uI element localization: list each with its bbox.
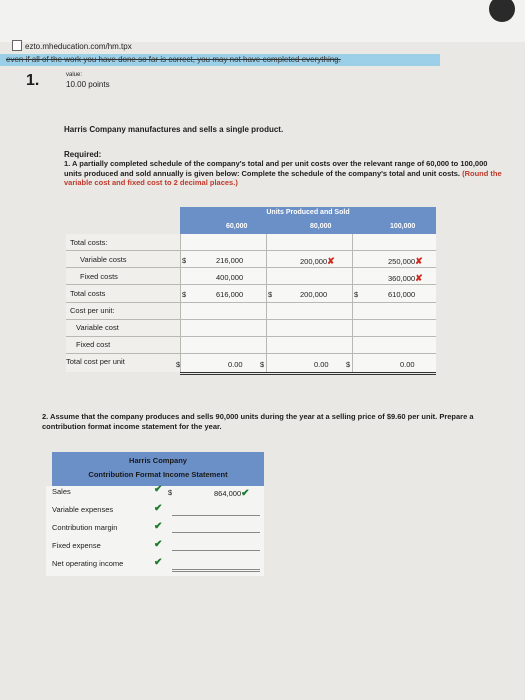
net-operating-income-input[interactable] xyxy=(172,556,260,568)
net-operating-income-label: Net operating income xyxy=(52,559,124,568)
variable-costs-100000-input[interactable]: 250,000✘ xyxy=(388,256,423,266)
total-costs-100000: 610,000 xyxy=(388,290,416,299)
dollar-sign: $ xyxy=(176,360,181,369)
column-60000: 60,000 xyxy=(226,223,248,230)
dollar-sign: $ xyxy=(346,360,351,369)
fixed-costs-60000-input[interactable]: 400,000 xyxy=(216,273,244,282)
statement-header xyxy=(52,452,264,486)
fixed-cost-label: Fixed cost xyxy=(76,340,111,349)
contribution-margin-input[interactable] xyxy=(172,520,260,532)
fixed-cost-60000-input[interactable] xyxy=(184,338,262,350)
incorrect-x-icon: ✘ xyxy=(415,273,423,283)
requirement-2: 2. Assume that the company produces and sells 90,000 units during the year at a selling price of $9.60 per unit. Prepare a contribution format income statement for the year. xyxy=(42,412,474,431)
total-cost-per-unit-label: Total cost per unit xyxy=(66,357,125,366)
variable-cost-80000-input[interactable] xyxy=(270,321,348,333)
fixed-costs-100000-input[interactable]: 360,000✘ xyxy=(388,273,423,283)
correct-check-icon: ✔ xyxy=(154,521,163,532)
correct-check-icon: ✔ xyxy=(154,484,163,495)
correct-check-icon: ✔ xyxy=(154,539,163,550)
units-header xyxy=(180,207,436,234)
dollar-sign: $ xyxy=(182,290,187,299)
tcpu-100000: 0.00 xyxy=(400,360,415,369)
units-caption: Units Produced and Sold xyxy=(266,209,350,216)
variable-costs-label: Variable costs xyxy=(80,255,127,264)
requirement-1: 1. A partially completed schedule of the company's total and per unit costs over the relevant range of 60,000 to 100,000 units produced and sold annually is given below: Complete the schedule of the company's total and unit costs. (Round the variable cost and fixed cost to 2 decimal places.) xyxy=(64,159,502,187)
fixed-expense-label: Fixed expense xyxy=(52,541,101,550)
total-costs-60000: 616,000 xyxy=(216,290,244,299)
company-name: Harris Company xyxy=(129,456,187,465)
correct-check-icon: ✔ xyxy=(154,557,163,568)
correct-check-icon: ✔ xyxy=(241,488,250,499)
fixed-expense-input[interactable] xyxy=(172,538,260,550)
statement-title: Contribution Format Income Statement xyxy=(88,470,228,479)
page-icon xyxy=(12,40,22,51)
dollar-sign: $ xyxy=(182,256,187,265)
variable-cost-60000-input[interactable] xyxy=(184,321,262,333)
dollar-sign: $ xyxy=(260,360,265,369)
points-value: 10.00 points xyxy=(66,80,110,89)
variable-expenses-label: Variable expenses xyxy=(52,505,114,514)
dollar-sign: $ xyxy=(268,290,273,299)
total-costs-80000: 200,000 xyxy=(300,290,328,299)
variable-expenses-input[interactable] xyxy=(172,503,260,515)
notice-banner: even if all of the work you have done so far is correct, you may not have completed everything. xyxy=(0,54,440,66)
dollar-sign: $ xyxy=(168,488,173,497)
tcpu-80000: 0.00 xyxy=(314,360,329,369)
cost-per-unit-heading: Cost per unit: xyxy=(70,306,115,315)
correct-check-icon: ✔ xyxy=(154,503,163,514)
url-text: ezto.mheducation.com/hm.tpx xyxy=(25,42,132,51)
dollar-sign: $ xyxy=(354,290,359,299)
fixed-cost-80000-input[interactable] xyxy=(270,338,348,350)
column-80000: 80,000 xyxy=(310,223,332,230)
incorrect-x-icon: ✘ xyxy=(415,256,423,266)
question-number: 1. xyxy=(26,72,40,89)
column-100000: 100,000 xyxy=(390,223,416,230)
variable-costs-80000-input[interactable]: 200,000✘ xyxy=(300,256,335,266)
required-heading: Required: xyxy=(64,150,102,159)
contribution-margin-label: Contribution margin xyxy=(52,523,118,532)
sales-amount-input[interactable]: 864,000✔ xyxy=(214,488,250,499)
total-costs-label: Total costs xyxy=(70,289,106,298)
sales-label: Sales xyxy=(52,487,71,496)
total-costs-heading: Total costs: xyxy=(70,238,108,247)
top-bezel xyxy=(0,0,525,42)
variable-costs-60000-input[interactable]: 216,000 xyxy=(216,256,244,265)
schedule-cells-panel xyxy=(180,234,436,372)
tcpu-60000: 0.00 xyxy=(228,360,243,369)
incorrect-x-icon: ✘ xyxy=(327,256,335,266)
fixed-cost-100000-input[interactable] xyxy=(356,338,434,350)
value-label: value: xyxy=(66,72,83,78)
variable-cost-label: Variable cost xyxy=(76,323,119,332)
fixed-costs-80000-input[interactable] xyxy=(300,273,346,283)
rounding-note: (Round the variable cost and fixed cost to 2 decimal places.) xyxy=(64,168,502,187)
variable-cost-100000-input[interactable] xyxy=(356,321,434,333)
fixed-costs-label: Fixed costs xyxy=(80,272,118,281)
question-intro: Harris Company manufactures and sells a single product. xyxy=(64,125,284,134)
